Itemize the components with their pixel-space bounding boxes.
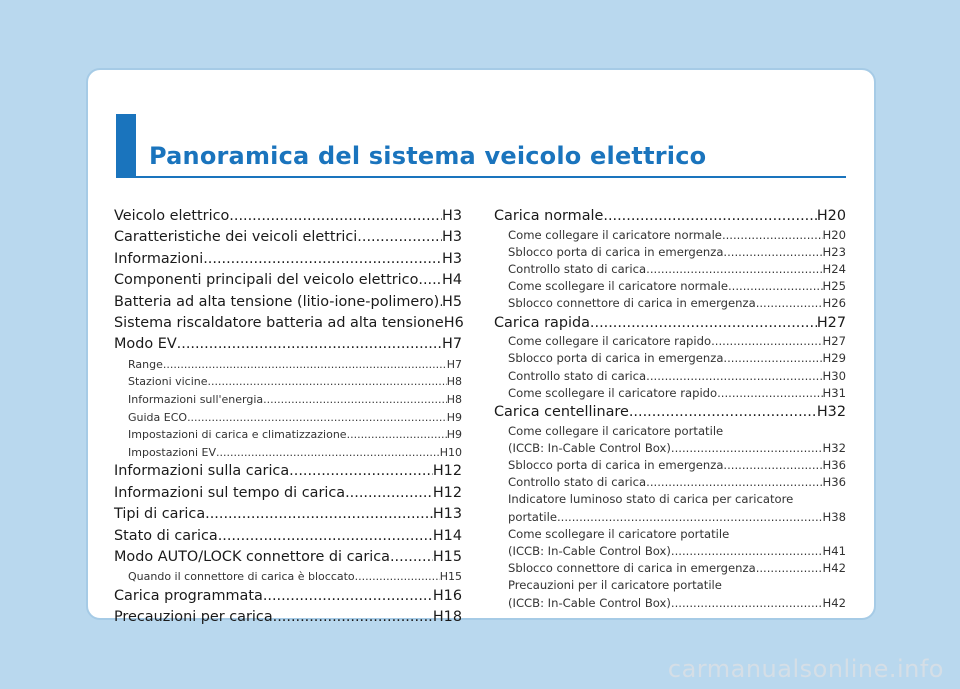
toc-entry-label: Carica programmata: [114, 588, 263, 605]
dot-leader: [218, 526, 433, 547]
toc-entry-page: H9: [446, 428, 462, 442]
dot-leader: [163, 356, 447, 374]
toc-entry[interactable]: [114, 504, 462, 525]
toc-entry-page: H15: [432, 549, 462, 566]
toc-entry-page: H10: [439, 445, 462, 459]
toc-entry-carica-rapida[interactable]: Carica rapida ..... H27: [494, 313, 846, 334]
toc-entry-label: Informazioni sulla carica: [114, 463, 290, 480]
toc-entry-page: H8: [446, 393, 462, 407]
toc-entry-page: H3: [442, 250, 462, 267]
toc-entry-page: H9: [446, 410, 462, 424]
toc-entry-label: Batteria ad alta tensione (litio-ione-polimero): [114, 293, 440, 310]
toc-subentry[interactable]: Sblocco connettore di carica in emergenza ..... H26: [494, 295, 846, 312]
toc-subentry[interactable]: [114, 373, 462, 391]
toc-right-column: [494, 206, 846, 612]
toc-subentry[interactable]: [114, 356, 462, 374]
dot-leader: [289, 461, 433, 482]
toc-entry-label: Caratteristiche dei veicoli elettrici: [114, 229, 358, 246]
toc-entry-page: H8: [446, 375, 462, 389]
toc-entry-label: Modo EV: [114, 336, 177, 353]
toc-subentry[interactable]: Sblocco porta di carica in emergenza ..... H29: [494, 350, 846, 367]
toc-entry-page: H14: [432, 527, 462, 544]
toc-subentry[interactable]: [114, 568, 462, 586]
toc-entry-label: Tipi di carica: [114, 506, 206, 523]
toc-subentry[interactable]: Controllo stato di carica ..... H30: [494, 368, 846, 385]
toc-subentry-line[interactable]: Precauzioni per il caricatore portatile: [508, 578, 722, 593]
toc-entry-page: H12: [432, 484, 462, 501]
toc-subentry[interactable]: Sblocco porta di carica in emergenza ..... H23: [494, 244, 846, 261]
title-underline: [136, 176, 846, 178]
toc-subentry[interactable]: [114, 426, 462, 444]
toc-entry-page: H3: [442, 229, 462, 246]
toc-entry[interactable]: [114, 313, 462, 334]
toc-entry[interactable]: [114, 607, 462, 628]
toc-entry-label: Informazioni sull'energia: [128, 393, 264, 407]
toc-subentry[interactable]: (ICCB: In-Cable Control Box) ..... H41: [494, 543, 846, 560]
toc-entry[interactable]: [114, 249, 462, 270]
toc-entry[interactable]: [114, 586, 462, 607]
toc-entry-page: H18: [432, 609, 462, 626]
watermark-text: carmanualsonline.info: [667, 655, 944, 683]
dot-leader: [229, 206, 442, 227]
toc-entry[interactable]: [114, 270, 462, 291]
dot-leader: [355, 568, 440, 586]
toc-subentry[interactable]: Come scollegare il caricatore rapido ..... H31: [494, 385, 846, 402]
toc-entry[interactable]: [114, 461, 462, 482]
toc-entry-page: H7: [442, 336, 462, 353]
toc-entry-page: H6: [443, 315, 464, 332]
toc-subentry[interactable]: portatile ..... H38: [494, 509, 846, 526]
toc-entry-label: Stazioni vicine: [128, 375, 208, 389]
page-title: Panoramica del sistema veicolo elettrico: [149, 142, 707, 170]
toc-entry-label: Veicolo elettrico: [114, 208, 230, 224]
toc-entry-page: H16: [432, 588, 462, 605]
dot-leader: [347, 426, 447, 444]
toc-subentry[interactable]: [114, 409, 462, 427]
dot-leader: [273, 607, 433, 628]
toc-entry-label: Sistema riscaldatore batteria ad alta tensione: [114, 315, 444, 332]
toc-entry-carica-normale[interactable]: Carica normale ..... H20: [494, 206, 846, 227]
toc-subentry[interactable]: Controllo stato di carica ..... H24: [494, 261, 846, 278]
toc-entry-label: Precauzioni per carica: [114, 609, 273, 626]
dot-leader: [418, 270, 442, 291]
dot-leader: [263, 391, 447, 409]
toc-entry-label: Informazioni sul tempo di carica: [114, 484, 346, 501]
toc-subentry[interactable]: Sblocco porta di carica in emergenza ..... H36: [494, 457, 846, 474]
toc-entry-page: H4: [442, 272, 462, 289]
toc-entry-label: Impostazioni EV: [128, 445, 217, 459]
toc-subentry[interactable]: Come scollegare il caricatore normale ..... H25: [494, 278, 846, 295]
dot-leader: [205, 504, 433, 525]
dot-leader: [208, 373, 447, 391]
toc-entry[interactable]: [114, 483, 462, 504]
dot-leader: [203, 249, 442, 270]
dot-leader: [345, 483, 433, 504]
toc-entry[interactable]: [114, 292, 462, 313]
toc-subentry[interactable]: (ICCB: In-Cable Control Box) ..... H42: [494, 595, 846, 612]
toc-entry-label: Informazioni: [114, 250, 204, 267]
toc-entry[interactable]: [114, 206, 462, 227]
toc-entry-label: Quando il connettore di carica è bloccato: [128, 570, 355, 584]
toc-entry-page: H12: [432, 463, 462, 480]
toc-subentry-line[interactable]: Come collegare il caricatore portatile: [508, 423, 724, 438]
dot-leader: [187, 409, 447, 427]
title-accent-bar: [116, 114, 136, 178]
toc-subentry-line[interactable]: Come scollegare il caricatore portatile: [508, 526, 730, 541]
toc-entry-label: Componenti principali del veicolo elettrico: [114, 272, 419, 289]
toc-entry-carica-centellinare[interactable]: Carica centellinare ..... H32: [494, 402, 846, 423]
toc-subentry[interactable]: Come collegare il caricatore rapido ..... H27: [494, 333, 846, 350]
dot-leader: [390, 547, 433, 568]
toc-entry[interactable]: [114, 547, 462, 568]
toc-subentry-line[interactable]: Indicatore luminoso stato di carica per caricatore: [508, 492, 794, 507]
toc-subentry[interactable]: [114, 391, 462, 409]
toc-entry-label: Guida ECO: [128, 410, 188, 424]
toc-entry-label: Modo AUTO/LOCK connettore di carica: [114, 549, 390, 566]
toc-subentry[interactable]: Sblocco connettore di carica in emergenza ..... H42: [494, 560, 846, 577]
toc-subentry[interactable]: Come collegare il caricatore normale ..... H20: [494, 227, 846, 244]
toc-subentry[interactable]: [114, 444, 462, 462]
toc-entry-page: H3: [442, 208, 462, 224]
dot-leader: [263, 586, 433, 607]
toc-entry-label: Stato di carica: [114, 527, 218, 544]
toc-entry-page: H15: [439, 570, 462, 584]
toc-subentry[interactable]: Controllo stato di carica ..... H36: [494, 474, 846, 491]
toc-entry-page: H7: [446, 357, 462, 371]
toc-entry[interactable]: [114, 227, 462, 248]
toc-entry-page: H5: [442, 293, 462, 310]
toc-entry[interactable]: [114, 334, 462, 355]
toc-entry-page: H13: [432, 506, 462, 523]
dot-leader: [216, 444, 440, 462]
toc-subentry[interactable]: (ICCB: In-Cable Control Box) ..... H32: [494, 440, 846, 457]
dot-leader: [177, 334, 442, 355]
toc-entry-label: Impostazioni di carica e climatizzazione: [128, 428, 347, 442]
toc-entry[interactable]: [114, 526, 462, 547]
dot-leader: [357, 227, 442, 248]
toc-entry-label: Range: [128, 357, 163, 371]
toc-left-column: [114, 206, 462, 629]
